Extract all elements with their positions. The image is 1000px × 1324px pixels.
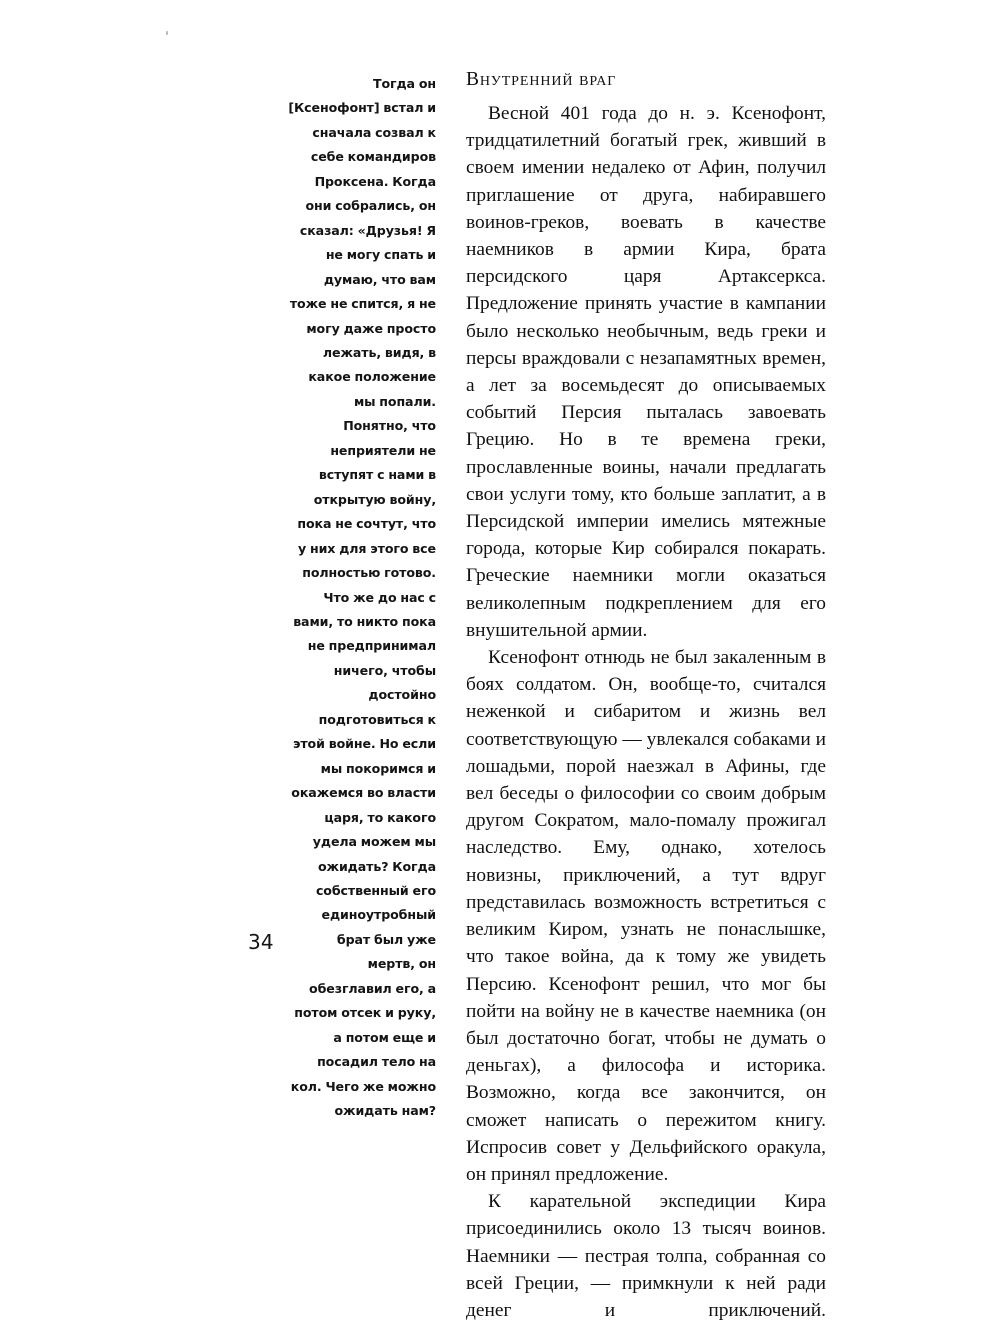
scan-speck	[166, 31, 168, 35]
page-number: 34	[248, 930, 274, 954]
margin-pull-quote: Тогда он [Ксенофонт] встал и сначала созвал к себе командиров Проксена. Когда они собрались, он сказал: «Друзья! Я не могу спать и думаю, что вам тоже не спится, я не могу даже просто лежать, видя, в какое положение мы попали. Понятно, что неприятели не вступят с нами в открытую войну, пока не сочтут, что у них для этого все полностью готово. Что же до нас с вами, то никто пока не предпринимал ничего, чтобы достойно подготовиться к этой войне. Но если мы покоримся и окажемся во власти царя, то какого удела можем мы ожидать? Когда собственный его единоутробный брат был уже мертв, он обезглавил его, а потом отсек и руку, а потом еще и посадил тело на кол. Чего же можно ожидать нам?	[288, 76, 436, 1119]
body-paragraph-2: Ксенофонт отнюдь не был закаленным в боях солдатом. Он, вообще-то, считался неженкой и сибаритом и жизнь вел соответствующую — увлекался собаками и лошадьми, порой наезжал в Афины, где вел беседы о философии со своим добрым другом Сократом, мало-помалу прожигал наследство. Ему, однако, хотелось новизны, приключений, а тут вдруг представилась возможность встретиться с великим Киром, узнать не понаслышке, что такое война, да к тому же увидеть Персию. Ксенофонт решил, что мог бы пойти на войну не в качестве наемника (он был достаточно богат, чтобы не думать о деньгах), а философа и историка. Возможно, когда все закончится, он сможет написать о пережитом книгу. Испросив совет у Дельфийского оракула, он принял предложение.	[466, 647, 826, 1185]
body-paragraph-1: Весной 401 года до н. э. Ксенофонт, тридцатилетний богатый грек, живший в своем имении недалеко от Афин, получил приглашение от друга, набиравшего воинов-греков, воевать в качестве наемников в армии Кира, брата персидского царя Артаксеркса. Предложение принять участие в кампании было несколько необычным, ведь греки и персы враждовали с незапамятных времен, а лет за восемьдесят до описываемых событий Персия пыталась завоевать Грецию. Но в те времена греки, прославленные воины, начали предлагать свои услуги тому, кто больше заплатит, а в Персидской империи имелись мятежные города, которые Кир собирался покарать. Греческие наемники могли оказаться великолепным подкреплением для его внушительной армии.	[466, 103, 826, 641]
section-heading: Внутренний враг	[466, 69, 617, 90]
body-paragraph-3: К карательной экспедиции Кира присоединились около 13 тысяч воинов. Наемники — пестрая толпа, собранная со всей Греции, — примкнули к ней ради денег и приключений.	[466, 1191, 826, 1321]
main-text-column	[466, 66, 826, 1324]
